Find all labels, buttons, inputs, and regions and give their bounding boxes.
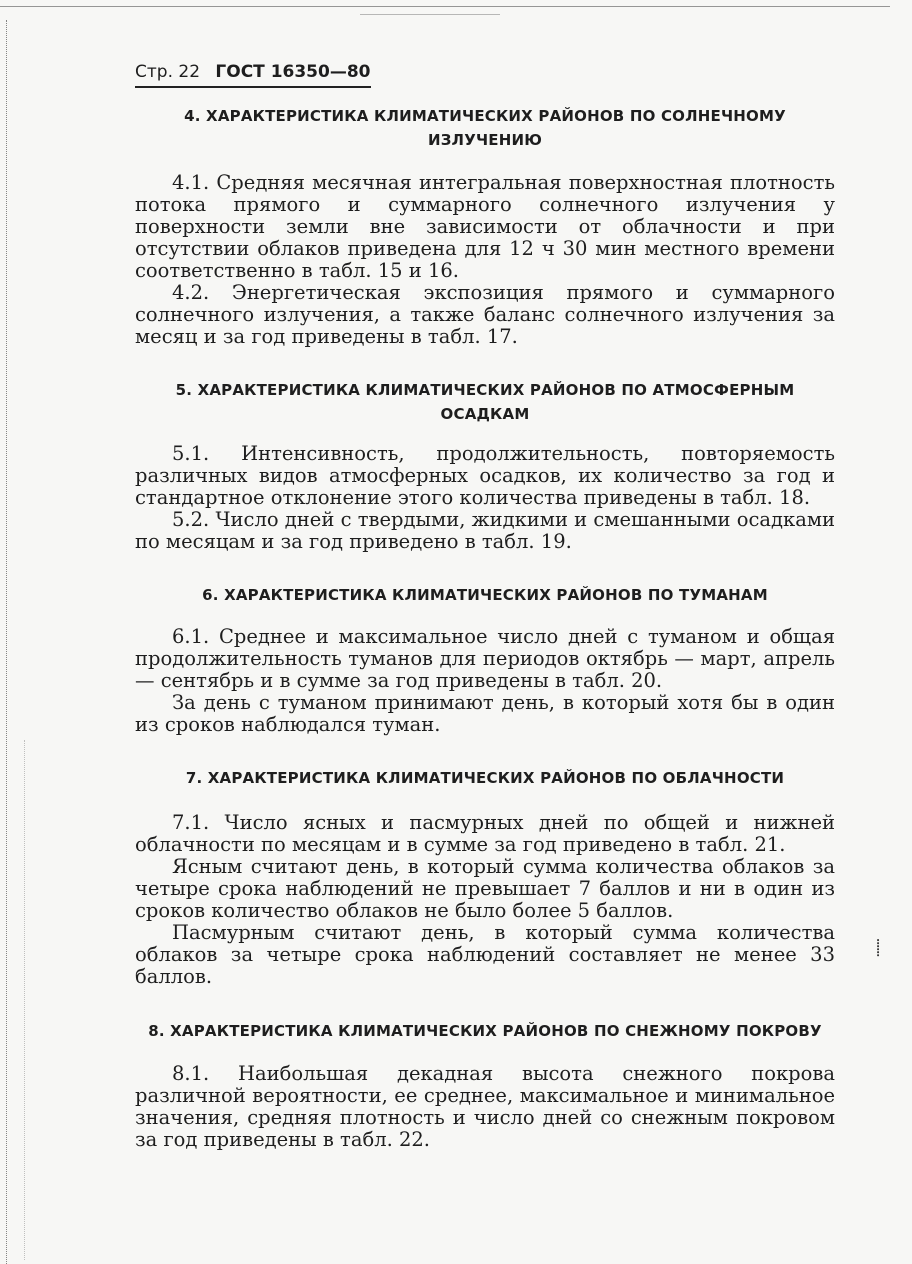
section-heading: 6. ХАРАКТЕРИСТИКА КЛИМАТИЧЕСКИХ РАЙОНОВ ПО ТУМАНАМ (202, 586, 768, 604)
paragraph: 8.1. Наибольшая декадная высота снежного покрова различной вероятности, ее среднее, максимальное и минимальное значения, средняя плотность и число дней со снежным покровом за год приведены в табл. 22. (135, 1062, 835, 1151)
paragraph: 5.2. Число дней с твердыми, жидкими и смешанными осадками по месяцам и за год приведено в табл. 19. (135, 508, 835, 553)
section-5 (135, 378, 835, 553)
scan-edge-top-mark (360, 14, 500, 15)
document-page (135, 60, 835, 1151)
page-header (135, 62, 371, 88)
scan-edge-top (0, 6, 890, 7)
page-number-label: Стр. 22 (135, 62, 201, 82)
standard-number: ГОСТ 16350—80 (215, 62, 371, 82)
paragraph: За день с туманом принимают день, в который хотя бы в один из сроков наблюдался туман. (135, 691, 835, 736)
paragraph: 4.1. Средняя месячная интегральная поверхностная плотность потока прямого и суммарного солнечного излучения у поверхности земли вне зависимости от облачности и при отсутствии облаков приведена для 12 ч 30 мин местного времени соответственно в табл. 15 и 16. (135, 171, 835, 282)
section-heading: 5. ХАРАКТЕРИСТИКА КЛИМАТИЧЕСКИХ РАЙОНОВ ПО АТМОСФЕРНЫМ ОСАДКАМ (175, 381, 795, 423)
paragraph: 7.1. Число ясных и пасмурных дней по общей и нижней облачности по месяцам и в сумме за год приведено в табл. 21. (135, 811, 835, 856)
scan-edge-left (6, 20, 8, 1264)
paragraph: 6.1. Среднее и максимальное число дней с туманом и общая продолжительность туманов для периодов октябрь — март, апрель — сентябрь и в сумме за год приведены в табл. 20. (135, 625, 835, 692)
margin-mark-icon: ⸽ (876, 938, 881, 957)
section-heading: 7. ХАРАКТЕРИСТИКА КЛИМАТИЧЕСКИХ РАЙОНОВ ПО ОБЛАЧНОСТИ (185, 769, 785, 787)
section-8 (135, 1019, 835, 1151)
section-heading: 8. ХАРАКТЕРИСТИКА КЛИМАТИЧЕСКИХ РАЙОНОВ ПО СНЕЖНОМУ ПОКРОВУ (148, 1022, 822, 1040)
paragraph: 5.1. Интенсивность, продолжительность, повторяемость различных видов атмосферных осадков, их количество за год и стандартное отклонение этого количества приведены в табл. 18. (135, 442, 835, 509)
paragraph: Пасмурным считают день, в который сумма количества облаков за четыре срока наблюдений составляет не менее 33 баллов. (135, 921, 835, 988)
paragraph: Ясным считают день, в который сумма количества облаков за четыре срока наблюдений не превышает 7 баллов и ни в один из сроков количество облаков не было более 5 баллов. (135, 855, 835, 922)
scan-edge-left-inner (24, 740, 26, 1260)
section-6 (135, 583, 835, 736)
paragraph: 4.2. Энергетическая экспозиция прямого и суммарного солнечного излучения, а также баланс солнечного излучения за месяц и за год приведены в табл. 17. (135, 281, 835, 348)
section-heading: 4. ХАРАКТЕРИСТИКА КЛИМАТИЧЕСКИХ РАЙОНОВ ПО СОЛНЕЧНОМУ ИЗЛУЧЕНИЮ (184, 107, 786, 149)
section-4 (135, 104, 835, 348)
section-7 (135, 766, 835, 988)
